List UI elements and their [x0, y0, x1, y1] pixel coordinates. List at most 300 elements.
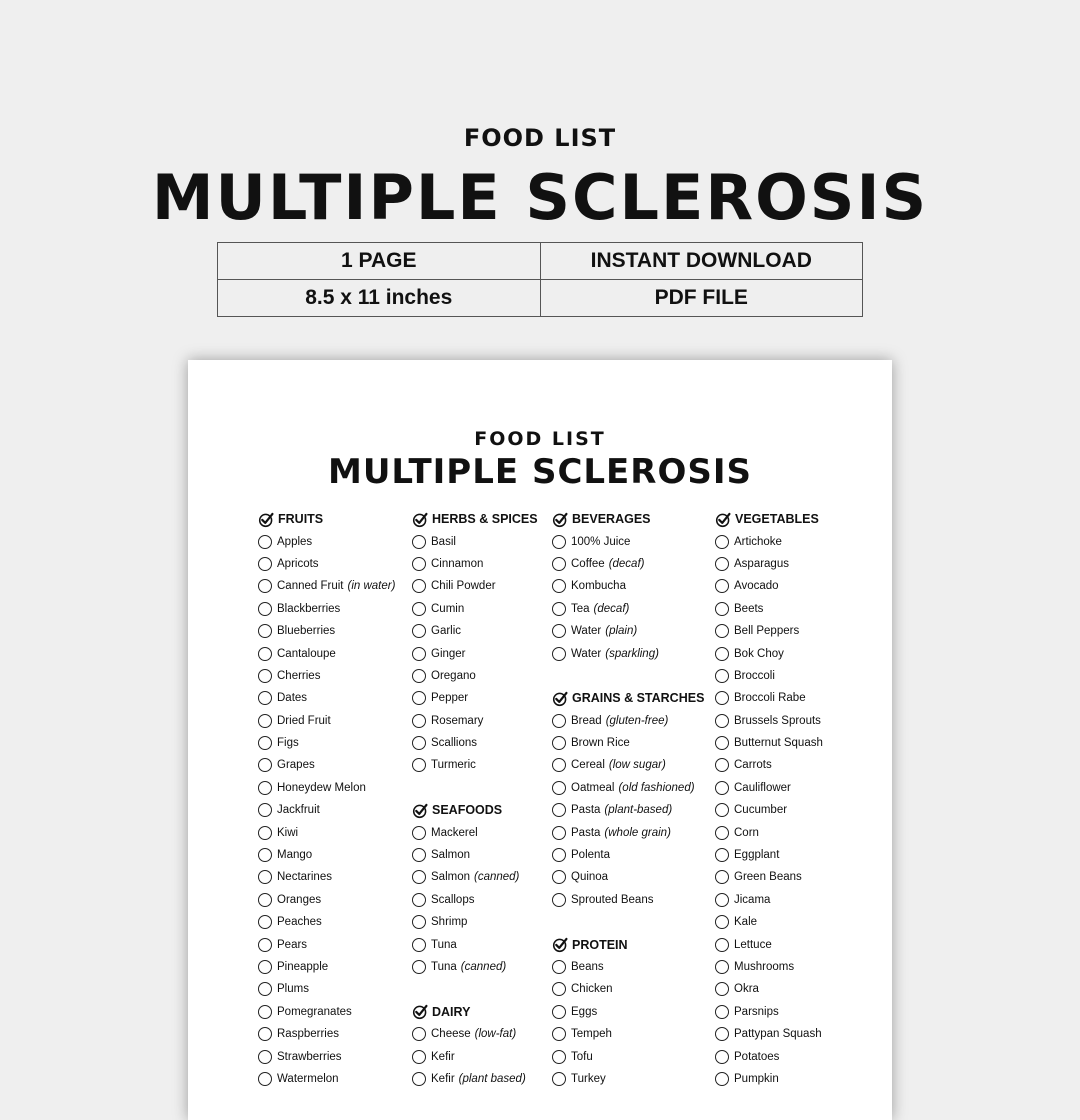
food-item — [715, 777, 885, 799]
food-item-name: Salmon — [431, 849, 470, 862]
food-item-name: Shrimp — [431, 916, 468, 929]
food-item-name: Polenta — [571, 849, 611, 862]
section-title: GRAINS & STARCHES — [572, 691, 705, 706]
food-item — [552, 978, 714, 1000]
checkbox-circle[interactable] — [552, 624, 566, 638]
section-header — [715, 508, 885, 530]
checkbox-circle[interactable] — [412, 960, 426, 974]
food-item-name: Parsnips — [734, 1005, 779, 1018]
food-column — [412, 508, 548, 1113]
food-item-name: Pasta — [571, 826, 601, 839]
food-item — [412, 687, 548, 709]
food-item — [715, 575, 885, 597]
food-item-note: (low sugar) — [608, 759, 666, 772]
food-item-name: Rosemary — [431, 714, 484, 727]
food-item — [715, 710, 885, 732]
checkbox-circle[interactable] — [258, 579, 272, 593]
checkbox-circle[interactable] — [412, 1050, 426, 1064]
food-item-name: Pattypan Squash — [734, 1028, 822, 1041]
checkbox-circle[interactable] — [552, 803, 566, 817]
food-item — [715, 866, 885, 888]
food-item — [412, 710, 548, 732]
section-header — [412, 799, 548, 821]
food-item — [552, 889, 714, 911]
checkbox-circle[interactable] — [258, 602, 272, 616]
check-circle-icon — [552, 511, 569, 528]
check-circle-icon — [412, 1003, 429, 1020]
checkbox-circle[interactable] — [258, 691, 272, 705]
food-item-name: Sprouted Beans — [571, 893, 654, 906]
food-item-name: Dried Fruit — [277, 714, 331, 727]
checkbox-circle[interactable] — [715, 647, 729, 661]
food-item-name: Kiwi — [277, 826, 299, 839]
checkbox-circle[interactable] — [412, 870, 426, 884]
food-item-name: Ginger — [431, 647, 466, 660]
food-item — [715, 754, 885, 776]
food-item-name: Artichoke — [734, 535, 782, 548]
checkbox-circle[interactable] — [412, 557, 426, 571]
food-item — [715, 1001, 885, 1023]
checkbox-circle[interactable] — [715, 1005, 729, 1019]
food-item-name: Butternut Squash — [734, 737, 823, 750]
food-item — [258, 866, 408, 888]
checkbox-circle[interactable] — [258, 1072, 272, 1086]
checkbox-circle[interactable] — [412, 826, 426, 840]
food-item-name: Grapes — [277, 759, 315, 772]
food-item-name: Honeydew Melon — [277, 781, 366, 794]
food-item-name: Kombucha — [571, 580, 626, 593]
checkbox-circle[interactable] — [412, 1027, 426, 1041]
checkbox-circle[interactable] — [715, 938, 729, 952]
checkbox-circle[interactable] — [715, 781, 729, 795]
checkbox-circle[interactable] — [552, 960, 566, 974]
checkbox-circle[interactable] — [412, 736, 426, 750]
food-item — [258, 978, 408, 1000]
checkbox-circle[interactable] — [258, 893, 272, 907]
food-item-name: Broccoli Rabe — [734, 692, 806, 705]
check-circle-icon — [258, 511, 275, 528]
food-item — [412, 1045, 548, 1067]
header-subtitle: FOOD LIST — [463, 124, 617, 152]
food-item — [258, 1001, 408, 1023]
food-section — [552, 687, 714, 911]
food-item-name: Tuna — [431, 938, 457, 951]
food-section — [552, 508, 714, 665]
food-item — [258, 777, 408, 799]
food-item — [552, 866, 714, 888]
food-item-name: Kefir — [431, 1072, 455, 1085]
food-item-name: Broccoli — [734, 669, 775, 682]
checkbox-circle[interactable] — [552, 893, 566, 907]
checkbox-circle[interactable] — [715, 602, 729, 616]
food-item-name: Salmon — [431, 871, 470, 884]
checkbox-circle[interactable] — [715, 893, 729, 907]
checkbox-circle[interactable] — [552, 870, 566, 884]
food-item-name: Tuna — [431, 961, 457, 973]
food-column — [552, 508, 714, 1113]
food-item-name: Apricots — [277, 557, 319, 570]
checkbox-circle[interactable] — [258, 647, 272, 661]
section-title: FRUITS — [278, 512, 324, 527]
checkbox-circle[interactable] — [258, 669, 272, 683]
food-item-name: Okra — [734, 983, 759, 996]
food-item-name: Apples — [277, 535, 313, 548]
food-item — [715, 732, 885, 754]
food-item — [412, 575, 548, 597]
food-item — [258, 1068, 408, 1090]
food-item — [258, 553, 408, 575]
food-column — [258, 508, 408, 1113]
food-item — [258, 911, 408, 933]
checkbox-circle[interactable] — [715, 669, 729, 683]
food-item — [258, 530, 408, 552]
food-section — [412, 799, 548, 978]
section-title: DAIRY — [432, 1004, 471, 1019]
food-item-name: Cucumber — [734, 804, 788, 817]
checkbox-circle[interactable] — [258, 938, 272, 952]
food-item-note: (plain) — [605, 625, 638, 638]
food-item-name: Lettuce — [734, 938, 772, 951]
checkbox-circle[interactable] — [715, 535, 729, 549]
checkbox-circle[interactable] — [258, 736, 272, 750]
food-item-note: (decaf) — [593, 602, 630, 615]
checkbox-circle[interactable] — [715, 1050, 729, 1064]
food-item — [258, 1023, 408, 1045]
food-item-name: Mushrooms — [734, 961, 795, 973]
checkbox-circle[interactable] — [412, 579, 426, 593]
checkbox-circle[interactable] — [715, 714, 729, 728]
checkbox-circle[interactable] — [715, 803, 729, 817]
info-row — [218, 280, 863, 317]
checkbox-circle[interactable] — [258, 915, 272, 929]
food-item — [552, 799, 714, 821]
checkbox-circle[interactable] — [412, 691, 426, 705]
food-item — [715, 911, 885, 933]
checkbox-circle[interactable] — [552, 602, 566, 616]
food-item — [715, 1023, 885, 1045]
food-item-name: Turmeric — [431, 759, 476, 772]
food-item-name: Blackberries — [277, 602, 341, 615]
food-item-name: Jackfruit — [277, 804, 320, 817]
checkbox-circle[interactable] — [552, 1072, 566, 1086]
checkbox-circle[interactable] — [715, 736, 729, 750]
checkbox-circle[interactable] — [258, 870, 272, 884]
checkbox-circle[interactable] — [552, 982, 566, 996]
food-item — [715, 956, 885, 978]
food-item-name: Mackerel — [431, 826, 478, 839]
checkbox-circle[interactable] — [552, 781, 566, 795]
food-item-name: Bok Choy — [734, 647, 784, 660]
food-item-note: (canned) — [460, 961, 507, 973]
checkbox-circle[interactable] — [258, 982, 272, 996]
section-header — [552, 508, 714, 530]
checkbox-circle[interactable] — [258, 1027, 272, 1041]
food-item — [715, 598, 885, 620]
checkbox-circle[interactable] — [258, 960, 272, 974]
checkbox-circle[interactable] — [552, 826, 566, 840]
product-info-table — [217, 242, 863, 317]
food-item-name: Pineapple — [277, 961, 329, 973]
food-item — [258, 933, 408, 955]
food-item-name: Eggplant — [734, 849, 780, 862]
food-item-name: Kale — [734, 916, 758, 929]
food-item-name: Brown Rice — [571, 737, 630, 750]
checkbox-circle[interactable] — [412, 938, 426, 952]
food-item-name: Cereal — [571, 759, 605, 772]
check-circle-icon — [412, 802, 429, 819]
food-item-name: Quinoa — [571, 871, 609, 884]
food-item — [258, 956, 408, 978]
food-item-name: Pumpkin — [734, 1072, 779, 1085]
food-item-name: Corn — [734, 826, 759, 839]
checkbox-circle[interactable] — [412, 602, 426, 616]
food-item-name: Blueberries — [277, 625, 336, 638]
food-item — [412, 598, 548, 620]
food-item — [715, 687, 885, 709]
info-row — [218, 243, 863, 280]
food-item — [258, 1045, 408, 1067]
food-item — [552, 642, 714, 664]
checkbox-circle[interactable] — [552, 579, 566, 593]
food-item-name: Cantaloupe — [277, 647, 336, 660]
food-item-name: Tofu — [571, 1050, 593, 1063]
printable-sheet-preview — [188, 360, 892, 1120]
section-header — [412, 1001, 548, 1023]
food-item-name: Kefir — [431, 1050, 455, 1063]
checkbox-circle[interactable] — [552, 535, 566, 549]
food-item — [715, 821, 885, 843]
food-item — [412, 620, 548, 642]
food-item-name: 100% Juice — [571, 535, 631, 548]
checkbox-circle[interactable] — [412, 669, 426, 683]
checkbox-circle[interactable] — [258, 826, 272, 840]
food-item — [258, 575, 408, 597]
food-item-name: Cinnamon — [431, 557, 484, 570]
food-item-name: Canned Fruit — [277, 580, 344, 593]
food-item — [552, 732, 714, 754]
section-header — [552, 933, 714, 955]
checkbox-circle[interactable] — [715, 557, 729, 571]
food-item-note: (in water) — [347, 580, 396, 593]
food-item-name: Pomegranates — [277, 1005, 352, 1018]
food-item — [258, 799, 408, 821]
checkbox-circle[interactable] — [715, 579, 729, 593]
food-item-note: (gluten-free) — [605, 714, 669, 727]
section-title: PROTEIN — [572, 937, 628, 952]
checkbox-circle[interactable] — [715, 691, 729, 705]
checkbox-circle[interactable] — [715, 915, 729, 929]
checkbox-circle[interactable] — [552, 647, 566, 661]
food-item — [552, 777, 714, 799]
food-item-name: Scallions — [431, 737, 478, 750]
food-item-name: Potatoes — [734, 1050, 780, 1063]
sheet-subtitle: FOOD LIST — [474, 428, 606, 450]
food-item-name: Carrots — [734, 759, 772, 772]
food-item — [412, 866, 548, 888]
food-item-name: Raspberries — [277, 1028, 339, 1041]
food-item-name: Basil — [431, 535, 456, 548]
food-item-name: Dates — [277, 692, 308, 705]
checkbox-circle[interactable] — [715, 870, 729, 884]
food-item — [715, 665, 885, 687]
food-item — [258, 620, 408, 642]
food-item — [258, 598, 408, 620]
food-item-name: Nectarines — [277, 871, 332, 884]
info-format: PDF FILE — [540, 280, 863, 317]
section-title: HERBS & SPICES — [432, 512, 538, 527]
checkbox-circle[interactable] — [412, 535, 426, 549]
food-item — [412, 754, 548, 776]
section-title: BEVERAGES — [572, 512, 651, 527]
checkbox-circle[interactable] — [715, 982, 729, 996]
food-item — [715, 1068, 885, 1090]
food-item — [552, 620, 714, 642]
food-item-name: Tempeh — [571, 1028, 612, 1041]
checkbox-circle[interactable] — [552, 1050, 566, 1064]
checkbox-circle[interactable] — [258, 848, 272, 862]
checkbox-circle[interactable] — [412, 624, 426, 638]
checkbox-circle[interactable] — [258, 1005, 272, 1019]
food-item — [715, 620, 885, 642]
food-item-name: Jicama — [734, 893, 771, 906]
checkbox-circle[interactable] — [412, 714, 426, 728]
food-item — [258, 821, 408, 843]
food-item-name: Beans — [571, 961, 604, 973]
checkbox-circle[interactable] — [258, 803, 272, 817]
checkbox-circle[interactable] — [715, 624, 729, 638]
checkbox-circle[interactable] — [715, 848, 729, 862]
food-item — [715, 889, 885, 911]
checkbox-circle[interactable] — [258, 758, 272, 772]
food-item-name: Avocado — [734, 580, 779, 593]
food-item-name: Asparagus — [734, 557, 789, 570]
food-item — [552, 956, 714, 978]
food-item-name: Peaches — [277, 916, 322, 929]
food-item-name: Brussels Sprouts — [734, 714, 821, 727]
food-item-name: Cauliflower — [734, 781, 791, 794]
checkbox-circle[interactable] — [715, 758, 729, 772]
food-item-note: (decaf) — [608, 557, 645, 570]
food-item — [412, 530, 548, 552]
food-item — [552, 821, 714, 843]
checkbox-circle[interactable] — [258, 781, 272, 795]
food-section — [715, 508, 885, 1090]
info-pages: 1 PAGE — [218, 243, 541, 280]
food-item — [552, 1001, 714, 1023]
food-item — [715, 844, 885, 866]
checkbox-circle[interactable] — [715, 960, 729, 974]
food-item-note: (low-fat) — [474, 1028, 517, 1041]
checkbox-circle[interactable] — [552, 736, 566, 750]
food-item — [552, 710, 714, 732]
food-item — [412, 1023, 548, 1045]
food-item-name: Water — [571, 625, 602, 638]
food-item-name: Cumin — [431, 602, 465, 615]
check-circle-icon — [715, 511, 732, 528]
food-item-name: Pears — [277, 938, 308, 951]
food-item — [412, 821, 548, 843]
food-item — [552, 1023, 714, 1045]
food-item-name: Garlic — [431, 625, 462, 638]
checkbox-circle[interactable] — [412, 647, 426, 661]
checkbox-circle[interactable] — [258, 624, 272, 638]
food-item-note: (plant based) — [458, 1072, 526, 1085]
food-item — [552, 1045, 714, 1067]
food-item-name: Plums — [277, 983, 309, 996]
food-item — [715, 642, 885, 664]
checkbox-circle[interactable] — [715, 1027, 729, 1041]
food-item — [258, 687, 408, 709]
food-item-name: Watermelon — [277, 1072, 339, 1085]
food-item — [552, 530, 714, 552]
checkbox-circle[interactable] — [258, 714, 272, 728]
section-header — [412, 508, 548, 530]
food-item — [412, 665, 548, 687]
food-item — [412, 732, 548, 754]
section-header — [552, 687, 714, 709]
food-section — [258, 508, 408, 1090]
food-item — [258, 889, 408, 911]
food-item-name: Water — [571, 647, 602, 660]
checkbox-circle[interactable] — [412, 915, 426, 929]
food-item-note: (old fashioned) — [618, 781, 695, 794]
food-item — [715, 1045, 885, 1067]
checkbox-circle[interactable] — [412, 758, 426, 772]
food-item — [552, 1068, 714, 1090]
food-item-name: Figs — [277, 737, 299, 750]
checkbox-circle[interactable] — [412, 1072, 426, 1086]
food-item — [258, 732, 408, 754]
checkbox-circle[interactable] — [552, 557, 566, 571]
food-item-name: Pepper — [431, 692, 469, 705]
checkbox-circle[interactable] — [715, 1072, 729, 1086]
checkbox-circle[interactable] — [412, 893, 426, 907]
food-item — [552, 598, 714, 620]
food-item — [552, 754, 714, 776]
food-section — [552, 933, 714, 1090]
checkbox-circle[interactable] — [258, 1050, 272, 1064]
food-item-name: Green Beans — [734, 871, 802, 884]
checkbox-circle[interactable] — [552, 714, 566, 728]
food-item-name: Coffee — [571, 557, 605, 570]
info-download: INSTANT DOWNLOAD — [540, 243, 863, 280]
check-circle-icon — [552, 936, 569, 953]
food-item-name: Oregano — [431, 669, 476, 682]
food-item — [552, 844, 714, 866]
checkbox-circle[interactable] — [258, 557, 272, 571]
section-title: SEAFOODS — [432, 803, 503, 818]
section-header — [258, 508, 408, 530]
checkbox-circle[interactable] — [258, 535, 272, 549]
checkbox-circle[interactable] — [715, 826, 729, 840]
food-item — [412, 642, 548, 664]
food-item — [715, 933, 885, 955]
checkbox-circle[interactable] — [552, 1027, 566, 1041]
food-item-note: (sparkling) — [605, 647, 659, 660]
food-item-name: Chili Powder — [431, 580, 496, 593]
food-item — [552, 553, 714, 575]
checkbox-circle[interactable] — [552, 1005, 566, 1019]
food-item-note: (plant-based) — [604, 804, 673, 817]
checkbox-circle[interactable] — [552, 848, 566, 862]
food-item-name: Bell Peppers — [734, 625, 800, 638]
food-item — [258, 754, 408, 776]
food-item — [412, 911, 548, 933]
food-item-name: Cherries — [277, 669, 321, 682]
food-item-name: Eggs — [571, 1005, 598, 1018]
checkbox-circle[interactable] — [552, 758, 566, 772]
checkbox-circle[interactable] — [412, 848, 426, 862]
